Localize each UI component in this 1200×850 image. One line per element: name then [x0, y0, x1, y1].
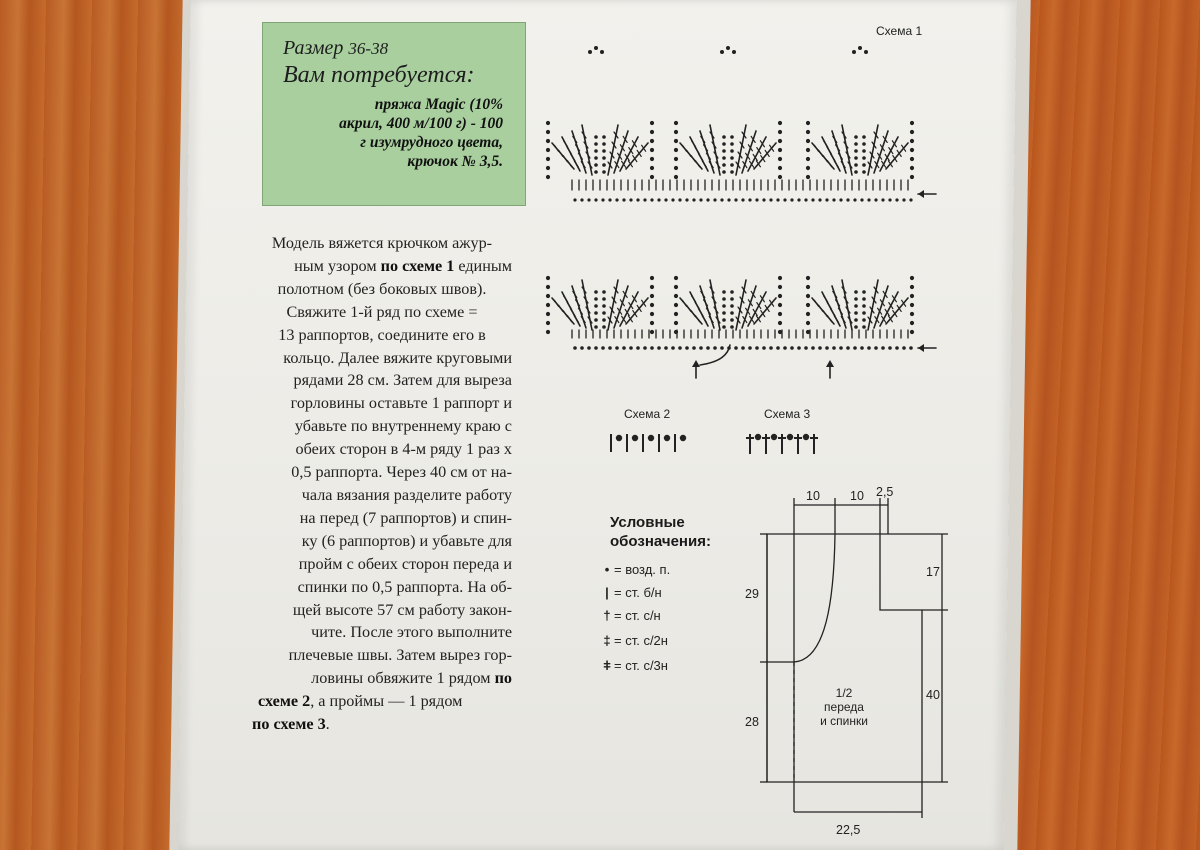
scheme-2-title: Схема 2: [624, 407, 671, 421]
text-line: Модель вяжется крючком ажур-: [271, 234, 493, 252]
double-treble-crochet-icon: ǂ: [603, 658, 611, 673]
text-line: по схеме 3.: [252, 715, 330, 734]
yarn-line: пряжа Magic (10%: [374, 96, 503, 113]
dim-right-lower: 40: [926, 688, 940, 702]
text-line: чала вязания разделите работу: [301, 485, 512, 504]
legend-item: | = ст. б/н: [600, 585, 662, 600]
legend-title: Условные обозначения:: [610, 514, 711, 550]
legend-item: ‡ = ст. с/2н: [600, 633, 668, 648]
text-line: плечевые швы. Затем вырез гор-: [288, 646, 512, 665]
dim-right-upper: 17: [926, 565, 940, 579]
scheme-2-ref: по: [494, 669, 512, 688]
double-crochet-icon: †: [603, 608, 611, 623]
legend-item: ǂ = ст. с/3н: [600, 658, 668, 673]
yarn-line: акрил, 400 м/100 г) - 100: [339, 115, 503, 132]
dim-bottom-width: 22,5: [836, 823, 861, 837]
text-line: ку (6 раппортов) и убавьте для: [301, 531, 512, 550]
text-line: рядами 28 см. Затем для выреза: [293, 371, 512, 390]
scheme-3-title: Схема 3: [764, 407, 811, 421]
text-line: кольцо. Далее вяжите круговыми: [283, 348, 512, 367]
text-line: ным узором по схеме 1 единым: [294, 256, 512, 275]
text-line: Свяжите 1-й ряд по схеме =: [286, 302, 478, 321]
legend-item: † = ст. с/н: [600, 608, 661, 623]
text-line: ловины обвяжите 1 рядом по: [311, 669, 512, 688]
dot-chain-icon: •: [604, 562, 610, 577]
yarn-line: крючок № 3,5.: [407, 153, 503, 170]
text-line: обеих сторон в 4-м ряду 1 раз х: [295, 440, 512, 459]
yarn-line: г изумрудного цвета,: [360, 134, 503, 151]
text-line: 13 раппортов, соедините его в: [278, 325, 486, 344]
text-line: убавьте по внутреннему краю с: [294, 417, 512, 436]
dim-left-lower: 28: [745, 715, 759, 729]
single-crochet-icon: |: [605, 585, 609, 600]
size-value: 36-38: [348, 39, 389, 58]
text-line: спинки по 0,5 раппорта. На об-: [297, 577, 512, 596]
legend-item: • = возд. п.: [600, 562, 670, 577]
text-line: щей высоте 57 см работу закон-: [292, 600, 512, 619]
piece-label: 1/2 переда и спинки: [820, 686, 868, 728]
text-line: чите. После этого выполните: [311, 623, 512, 642]
size-label: Размер: [283, 37, 344, 59]
text-line: пройм с обеих сторон переда и: [298, 554, 512, 573]
dim-top-left: 10: [806, 489, 820, 503]
dim-top-shoulder: 2,5: [876, 485, 894, 499]
text-line: 0,5 раппорта. Через 40 см от на-: [291, 463, 512, 482]
text-line: полотном (без боковых швов).: [277, 279, 487, 298]
scheme-3-ref: по схеме 3: [252, 715, 326, 734]
text-line: горловины оставьте 1 раппорт и: [290, 394, 512, 413]
text-line: на перед (7 раппортов) и спин-: [299, 508, 512, 527]
text-line: схеме 2, а проймы — 1 рядом: [258, 692, 463, 711]
scheme-1-title: Схема 1: [876, 24, 923, 38]
need-heading: Вам потребуется:: [283, 62, 475, 88]
dim-top-right: 10: [850, 489, 864, 503]
treble-crochet-icon: ‡: [603, 633, 611, 648]
dim-left-upper: 29: [745, 587, 759, 601]
scheme-1-ref: по схеме 1: [380, 256, 455, 275]
